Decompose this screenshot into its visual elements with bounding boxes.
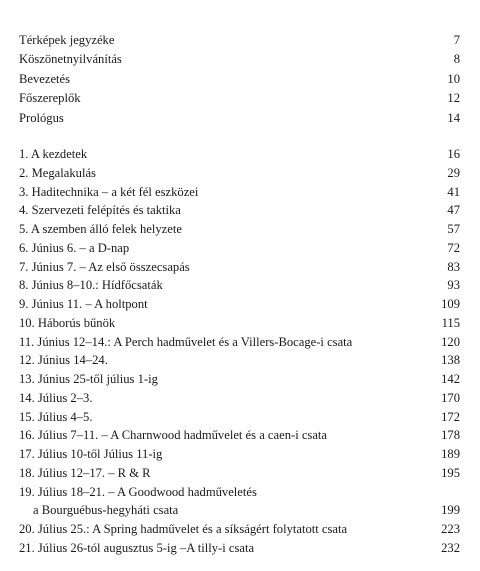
toc-entry bbox=[19, 539, 460, 558]
toc-entry bbox=[19, 201, 460, 220]
toc-entry bbox=[19, 220, 460, 239]
toc-entry-page: 138 bbox=[441, 353, 460, 368]
toc-entry bbox=[19, 483, 460, 502]
toc-entry-page: 120 bbox=[441, 334, 460, 349]
toc-entry bbox=[19, 445, 460, 464]
toc-entry-page: 170 bbox=[441, 390, 460, 405]
toc-entry-page: 8 bbox=[453, 52, 460, 67]
toc-entry-page: 195 bbox=[441, 465, 460, 480]
toc-entry-page: 57 bbox=[447, 222, 460, 236]
toc-entry bbox=[19, 333, 460, 352]
toc-entry bbox=[19, 109, 460, 128]
toc-entry-title: 20. Július 25.: A Spring hadművelet és a síkságért folytatott csata bbox=[19, 522, 348, 536]
toc-entry bbox=[19, 50, 460, 69]
toc-entry-page: 223 bbox=[441, 522, 460, 536]
toc-entry-page: 109 bbox=[441, 297, 460, 311]
toc-entry-title: 16. Július 7–11. – A Charnwood hadművelet és a caen-i csata bbox=[19, 428, 328, 443]
toc-entry-title: 2. Megalakulás bbox=[19, 165, 96, 180]
toc-entry-title: 13. Június 25-től július 1-ig bbox=[19, 372, 158, 386]
toc-entry-title: 4. Szervezeti felépítés és taktika bbox=[19, 203, 181, 218]
toc-entry bbox=[19, 183, 460, 202]
toc-entry-title: 19. Július 18–21. – A Goodwood hadműveletés bbox=[19, 484, 257, 499]
toc-entry bbox=[19, 70, 460, 89]
toc-entry-title: 1. A kezdetek bbox=[19, 147, 88, 161]
toc-entry-title: 11. Június 12–14.: A Perch hadművelet és a Villers-Bocage-i csata bbox=[19, 334, 353, 349]
toc-entry bbox=[19, 389, 460, 408]
toc-entry bbox=[19, 314, 460, 333]
toc-entry-page: 232 bbox=[441, 540, 460, 555]
toc-entry-page: 29 bbox=[447, 165, 460, 180]
front-matter-list bbox=[19, 31, 460, 128]
toc-entry-page: 189 bbox=[441, 447, 460, 461]
chapter-list bbox=[19, 145, 460, 558]
toc-entry bbox=[19, 351, 460, 370]
toc-entry bbox=[19, 239, 460, 258]
toc-entry-page: 12 bbox=[447, 91, 460, 106]
toc-entry-title: 17. Július 10-től Július 11-ig bbox=[19, 447, 163, 461]
toc-entry bbox=[19, 164, 460, 183]
toc-entry-title: Prológus bbox=[19, 110, 64, 125]
toc-entry-title: Térképek jegyzéke bbox=[19, 33, 115, 47]
toc-entry-page: 41 bbox=[447, 184, 460, 199]
toc-entry-title: Köszönetnyilvánítás bbox=[19, 52, 122, 67]
toc-entry bbox=[19, 464, 460, 483]
toc-entry bbox=[19, 258, 460, 277]
toc-entry-title: 5. A szemben álló felek helyzete bbox=[19, 222, 182, 236]
toc-entry bbox=[19, 520, 460, 539]
toc-entry-title: 14. Július 2–3. bbox=[19, 390, 93, 405]
toc-entry-continuation bbox=[19, 501, 460, 520]
toc-entry-page: 16 bbox=[447, 147, 460, 161]
toc-entry bbox=[19, 31, 460, 50]
toc-entry-page: 142 bbox=[441, 372, 460, 386]
toc-entry-title: 15. Július 4–5. bbox=[19, 409, 93, 424]
toc-entry bbox=[19, 89, 460, 108]
toc-entry-title: a Bourguébus-hegyháti csata bbox=[33, 503, 179, 518]
toc-entry-title: 8. Június 8–10.: Hídfőcsaták bbox=[19, 278, 163, 293]
toc-entry-page: 83 bbox=[447, 259, 460, 274]
toc-entry-title: 7. Június 7. – Az első összecsapás bbox=[19, 259, 190, 274]
toc-entry-page: 199 bbox=[441, 503, 460, 518]
toc-entry bbox=[19, 276, 460, 295]
toc-entry-title: 9. Június 11. – A holtpont bbox=[19, 297, 148, 311]
toc-entry-page: 172 bbox=[441, 409, 460, 424]
toc-entry-page: 47 bbox=[447, 203, 460, 218]
toc-entry-page: 72 bbox=[447, 240, 460, 255]
toc-entry-page: 7 bbox=[453, 33, 460, 47]
toc-entry-title: 10. Háborús bűnök bbox=[19, 315, 116, 330]
toc-entry-page: 93 bbox=[447, 278, 460, 293]
toc-entry-title: 6. Június 6. – a D-nap bbox=[19, 240, 130, 255]
toc-entry-title: Bevezetés bbox=[19, 71, 71, 86]
toc-entry bbox=[19, 370, 460, 389]
toc-entry bbox=[19, 295, 460, 314]
toc-entry-page: 14 bbox=[447, 110, 460, 125]
toc-entry-page: 115 bbox=[441, 315, 460, 330]
toc-entry bbox=[19, 408, 460, 427]
toc-entry-title: 18. Július 12–17. – R & R bbox=[19, 465, 151, 480]
toc-entry-page: 178 bbox=[441, 428, 460, 443]
toc-entry-title: 21. Július 26-tól augusztus 5-ig –A tilly-i csata bbox=[19, 540, 255, 555]
toc-entry bbox=[19, 145, 460, 164]
toc-entry-title: 12. Június 14–24. bbox=[19, 353, 108, 368]
toc-entry bbox=[19, 426, 460, 445]
toc-entry-page: 10 bbox=[447, 71, 460, 86]
toc-entry-title: 3. Haditechnika – a két fél eszközei bbox=[19, 184, 199, 199]
toc-entry-title: Főszereplők bbox=[19, 91, 81, 106]
